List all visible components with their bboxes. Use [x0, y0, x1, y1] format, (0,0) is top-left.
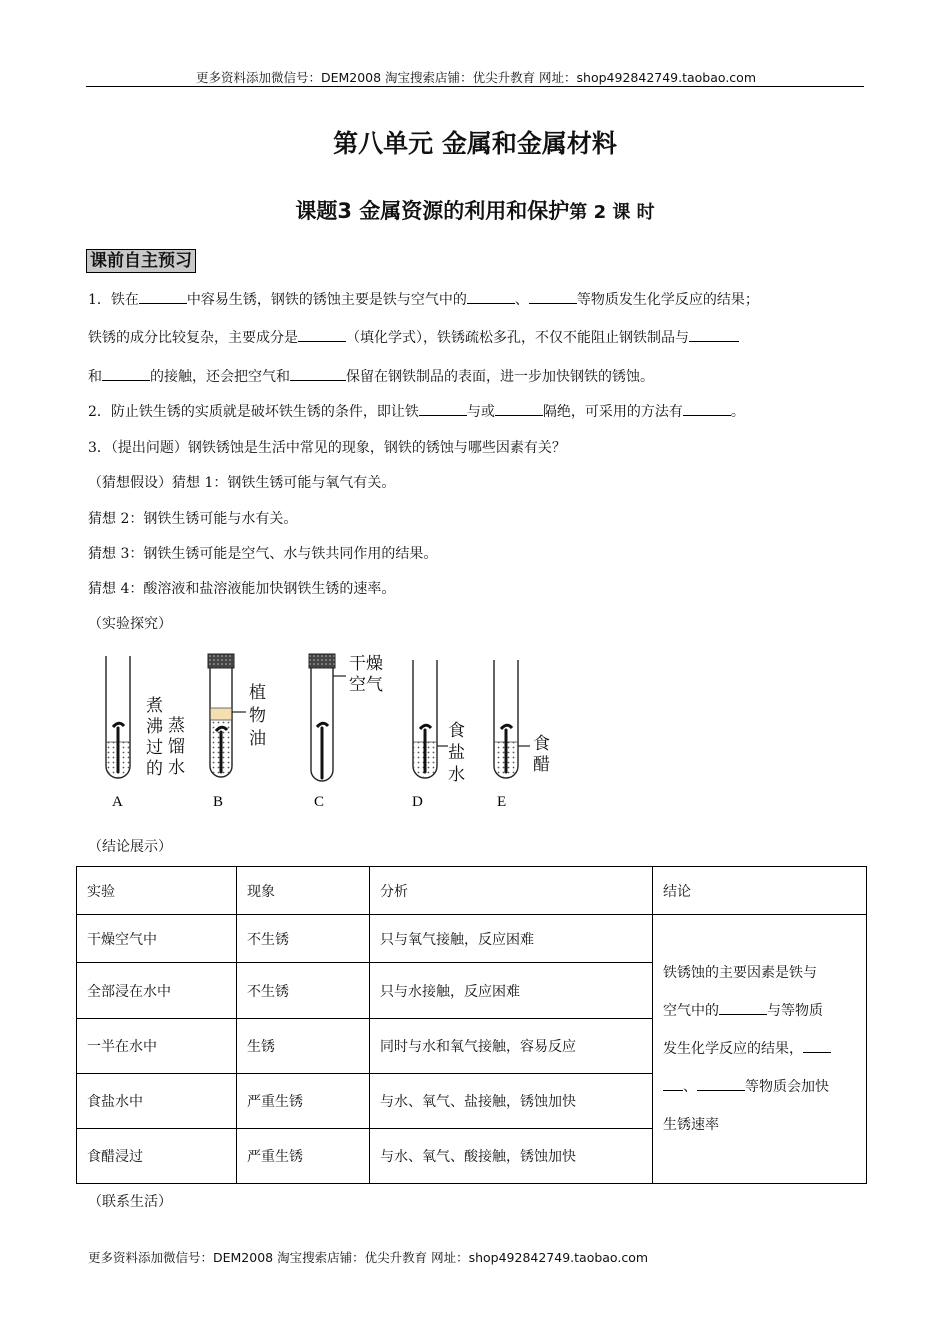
q3-hypothesis-3: 猜想 3：钢铁生锈可能是空气、水与铁共同作用的结果。 [88, 546, 438, 562]
table-cell: 同时与水和氧气接触，容易反应 [370, 1019, 653, 1074]
q1-text: 保留在钢铁制品的表面，进一步加快钢铁的锈蚀。 [346, 369, 654, 385]
q1-text: 的接触，还会把空气和 [150, 369, 290, 385]
conclusion-text: 空气中的 [663, 1003, 719, 1019]
answer-blank[interactable] [663, 1077, 683, 1091]
table-header: 现象 [237, 867, 370, 915]
answer-blank[interactable] [803, 1039, 831, 1053]
q1-line1 [88, 289, 759, 309]
answer-blank[interactable] [683, 402, 731, 416]
q1-line3 [88, 366, 654, 386]
table-cell: 不生锈 [237, 915, 370, 963]
section-badge: 课前自主预习 [86, 249, 196, 273]
q2-line [88, 401, 745, 421]
table-header-row [77, 867, 867, 915]
q2-text: 2．防止铁生锈的实质就是破坏铁生锈的条件，即让铁 [88, 404, 419, 420]
conclusion-line [663, 992, 856, 1030]
tube-b [208, 654, 246, 777]
conclusion-text: 与等物质 [767, 1003, 823, 1019]
answer-blank[interactable] [419, 402, 467, 416]
label-distilled-water: 蒸馏水 [168, 716, 185, 778]
q1-text: 1．铁在 [88, 292, 139, 308]
answer-blank[interactable] [495, 402, 543, 416]
tube-c [309, 654, 346, 781]
tube-letter-c: C [314, 794, 325, 810]
table-cell: 食盐水中 [77, 1074, 237, 1129]
q1-text: 铁锈的成分比较复杂，主要成分是 [88, 330, 298, 346]
q3-hypothesis-4: 猜想 4：酸溶液和盐溶液能加快钢铁生锈的速率。 [88, 581, 396, 597]
answer-blank[interactable] [298, 328, 346, 342]
header-rule [86, 86, 864, 87]
conclusion-line [663, 1068, 856, 1106]
q3-hypothesis-1: （猜想假设）猜想 1：钢铁生锈可能与氧气有关。 [88, 475, 396, 491]
tube-letter-e: E [497, 794, 507, 810]
table-cell: 与水、氧气、酸接触，锈蚀加快 [370, 1129, 653, 1184]
q1-text: 和 [88, 369, 102, 385]
q3-hypothesis-2: 猜想 2：钢铁生锈可能与水有关。 [88, 511, 298, 527]
tube-letter-d: D [412, 794, 423, 810]
conclusion-text: 发生化学反应的结果， [663, 1041, 803, 1057]
tube-e [494, 660, 530, 778]
results-table [76, 866, 867, 1184]
conclusion-line: 生锈速率 [663, 1117, 719, 1133]
q3-experiment-label: （实验探究） [88, 616, 172, 632]
q1-text: 中容易生锈，钢铁的锈蚀主要是铁与空气中的 [186, 292, 467, 308]
unit-title: 第八单元 金属和金属材料 [333, 129, 617, 158]
experiment-figure [96, 650, 576, 815]
q2-text: 。 [730, 404, 745, 420]
lesson-title-suffix: 第 2 课 时 [569, 202, 655, 223]
q1-text: （填化学式），铁锈疏松多孔，不仅不能阻止钢铁制品与 [346, 330, 689, 346]
page-header: 更多资料添加微信号：DEM2008 淘宝搜索店铺：优尖升教育 网址：shop492842749.taobao.com [195, 70, 757, 85]
table-header: 结论 [653, 867, 867, 915]
answer-blank[interactable] [719, 1001, 767, 1015]
table-cell: 食醋浸过 [77, 1129, 237, 1184]
answer-blank[interactable] [689, 328, 739, 342]
q1-text: 等物质发生化学反应的结果； [576, 292, 759, 308]
q3-question: 3．（提出问题）钢铁锈蚀是生活中常见的现象，钢铁的锈蚀与哪些因素有关？ [88, 440, 566, 456]
label-vinegar: 食醋 [533, 734, 550, 775]
label-salt-water: 食盐水 [448, 721, 465, 785]
page-footer: 更多资料添加微信号：DEM2008 淘宝搜索店铺：优尖升教育 网址：shop492842749.taobao.com [88, 1250, 649, 1265]
table-header: 分析 [370, 867, 653, 915]
table-cell: 只与水接触，反应困难 [370, 963, 653, 1019]
q2-text: 隔绝，可采用的方法有 [542, 404, 683, 420]
answer-blank[interactable] [139, 290, 187, 304]
q3-conclusion-label: （结论展示） [88, 839, 172, 855]
table-cell: 全部浸在水中 [77, 963, 237, 1019]
conclusion-text: 等物质会加快 [745, 1079, 829, 1095]
table-cell: 生锈 [237, 1019, 370, 1074]
tube-d [413, 660, 448, 778]
tube-letter-b: B [213, 794, 224, 810]
answer-blank[interactable] [467, 290, 515, 304]
label-dry-air-line1: 干燥 [349, 654, 383, 674]
lesson-title-main: 课题3 金属资源的利用和保护 [295, 199, 570, 223]
label-dry-air-line2: 空气 [349, 675, 383, 695]
table-cell: 与水、氧气、盐接触，锈蚀加快 [370, 1074, 653, 1129]
table-cell: 严重生锈 [237, 1129, 370, 1184]
conclusion-text: 、 [683, 1079, 697, 1095]
label-boiled: 煮沸过的 [146, 696, 163, 779]
lesson-title [0, 195, 950, 225]
label-dry-air [349, 654, 387, 696]
conclusion-line [663, 1030, 856, 1068]
q1-line2 [88, 327, 739, 347]
tube-a [106, 656, 130, 778]
table-row [77, 915, 867, 963]
tube-letter-a: A [112, 794, 123, 810]
table-cell: 不生锈 [237, 963, 370, 1019]
label-vegetable-oil: 植物油 [249, 683, 266, 749]
table-cell: 干燥空气中 [77, 915, 237, 963]
table-cell: 一半在水中 [77, 1019, 237, 1074]
answer-blank[interactable] [529, 290, 577, 304]
conclusion-line: 铁锈蚀的主要因素是铁与 [663, 965, 817, 981]
answer-blank[interactable] [102, 367, 150, 381]
q3-life-label: （联系生活） [88, 1194, 172, 1210]
table-cell: 严重生锈 [237, 1074, 370, 1129]
q2-text: 与或 [466, 404, 495, 420]
answer-blank[interactable] [290, 367, 346, 381]
table-header: 实验 [77, 867, 237, 915]
answer-blank[interactable] [697, 1077, 745, 1091]
conclusion-cell [653, 915, 867, 1184]
q1-text: 、 [514, 292, 529, 308]
table-cell: 只与氧气接触，反应困难 [370, 915, 653, 963]
